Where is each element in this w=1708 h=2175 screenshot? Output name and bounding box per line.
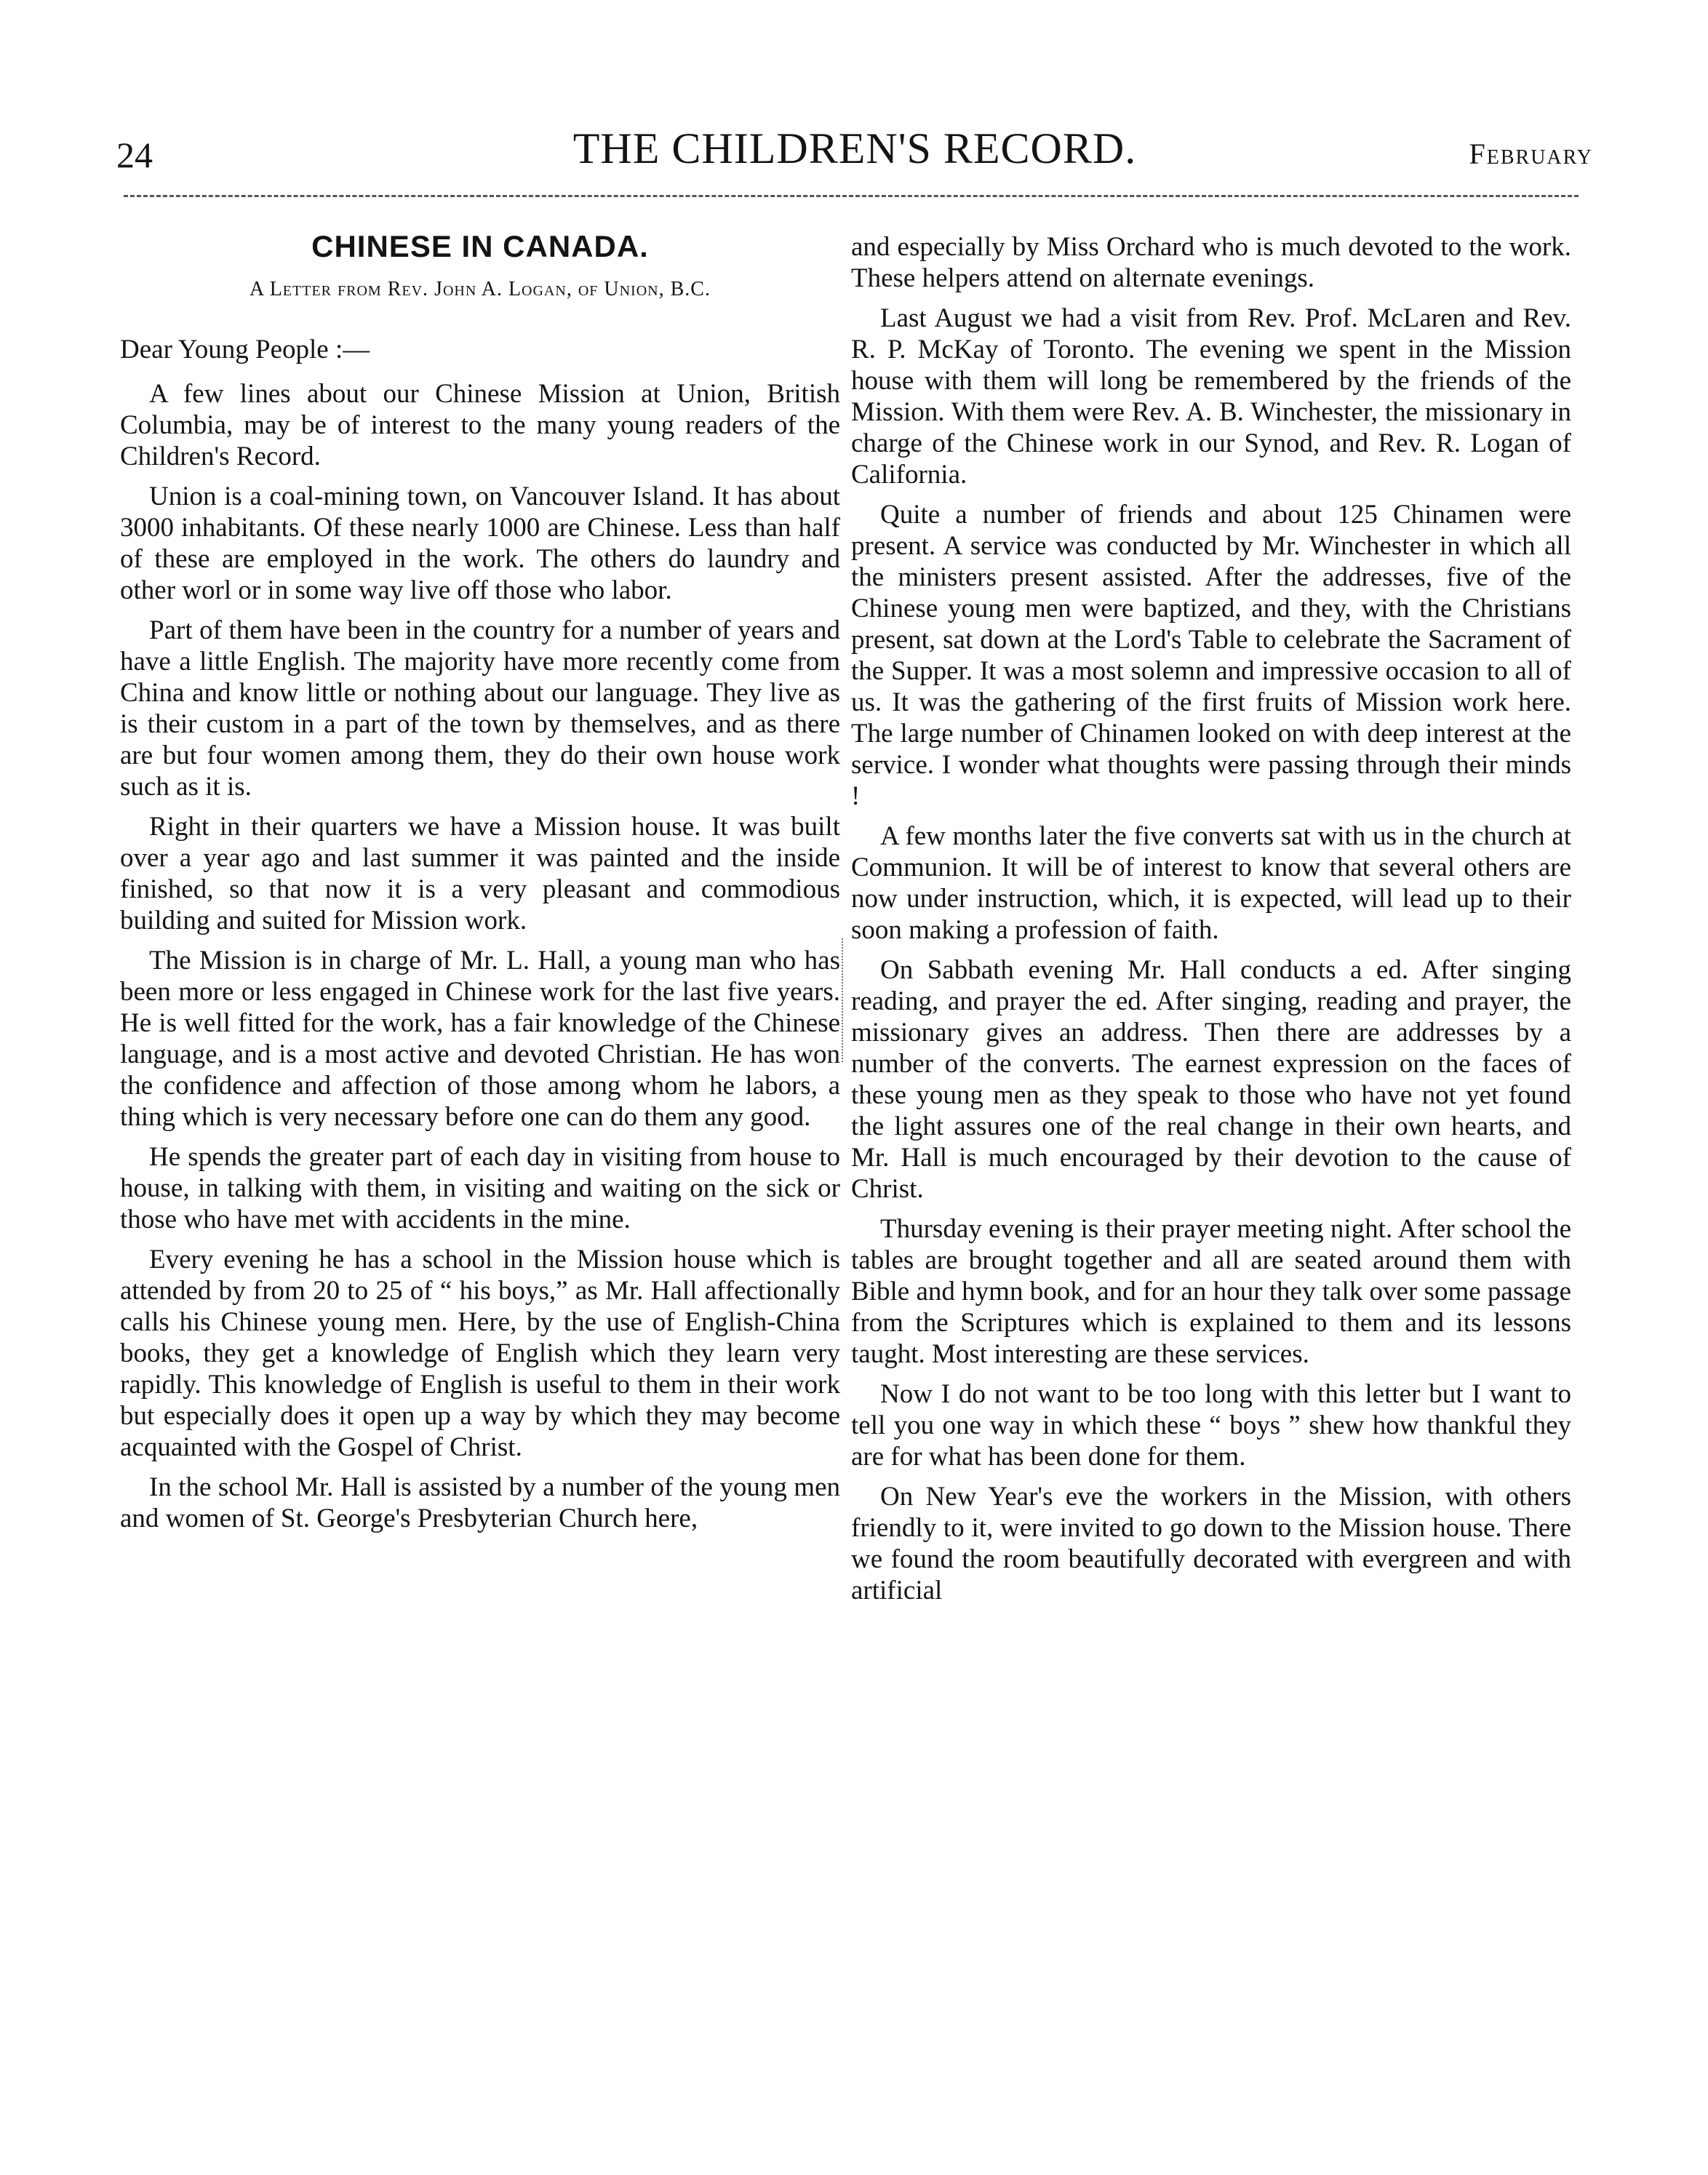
paragraph: Last August we had a visit from Rev. Prof. McLaren and Rev. R. P. McKay of Toronto. The evening we spent in the Mission house with them will long be remembered by the friends of the Mission. With them were Rev. A. B. Winchester, the missionary in charge of the Chinese work in our Synod, and Rev. R. Logan of California. xyxy=(851,303,1571,490)
paragraph: In the school Mr. Hall is assisted by a number of the young men and women of St. George's Presbyterian Church here, xyxy=(120,1472,840,1533)
article-byline: A Letter from Rev. John A. Logan, of Union, B.C. xyxy=(250,278,711,300)
right-column xyxy=(851,231,1571,1615)
paragraph: Thursday evening is their prayer meeting night. After school the tables are brought together and all are seated around them with Bible and hymn book, and for an hour they talk over some passage from the Scriptures which is explained to them and its lessons taught. Most interesting are these services. xyxy=(851,1214,1571,1369)
header-rule xyxy=(124,195,1579,197)
paragraph: Now I do not want to be too long with this letter but I want to tell you one way in which these “ boys ” shew how thankful they are for what has been done for them. xyxy=(851,1379,1571,1472)
article-title: CHINESE IN CANADA. xyxy=(311,229,649,263)
paragraph: Every evening he has a school in the Mission house which is attended by from 20 to 25 of “ his boys,” as Mr. Hall affectionally calls his Chinese young men. Here, by the use of English-China books, they get a knowledge of English which they learn very rapidly. This knowledge of English is useful to them in their work but especially does it open up a way by which they may become acquainted with the Gospel of Christ. xyxy=(120,1245,840,1462)
page-number: 24 xyxy=(116,135,153,175)
paragraph: Quite a number of friends and about 125 Chinamen were present. A service was conducted by Mr. Winchester in which all the ministers present assisted. After the addresses, five of the Chinese young men were baptized, and they, with the Christians present, sat down at the Lord's Table to celebrate the Sacrament of the Supper. It was a most solemn and impressive occasion to all of us. It was the gathering of the first fruits of Mission work here. The large number of Chinamen looked on with deep interest at the service. I wonder what thoughts were passing through their minds ! xyxy=(851,500,1571,811)
column-divider xyxy=(842,938,843,1062)
page-header xyxy=(116,124,1593,189)
paragraph: and especially by Miss Orchard who is much devoted to the work. These helpers attend on alternate evenings. xyxy=(851,232,1571,293)
paragraph: A few lines about our Chinese Mission at Union, British Columbia, may be of interest to the many young readers of the Children's Record. xyxy=(120,379,840,471)
issue-month: February xyxy=(1469,137,1593,170)
left-column xyxy=(120,222,840,1543)
paragraph: A few months later the five converts sat with us in the church at Communion. It will be of interest to know that several others are now under instruction, which, it is expected, will lead up to their soon making a profession of faith. xyxy=(851,821,1571,945)
paragraph: Right in their quarters we have a Mission house. It was built over a year ago and last summer it was painted and the inside finished, so that now it is a very pleasant and commodious building and suited for Mission work. xyxy=(120,812,840,935)
salutation: Dear Young People :— xyxy=(120,335,370,364)
paragraph: The Mission is in charge of Mr. L. Hall, a young man who has been more or less engaged in Chinese work for the last five years. He is well fitted for the work, has a fair knowledge of the Chinese language, and is a most active and devoted Christian. He has won the confidence and affection of those among whom he labors, a thing which is very necessary before one can do them any good. xyxy=(120,946,840,1132)
paragraph: He spends the greater part of each day in visiting from house to house, in talking with them, in visiting and waiting on the sick or those who have met with accidents in the mine. xyxy=(120,1142,840,1234)
paragraph: Union is a coal-mining town, on Vancouver Island. It has about 3000 inhabitants. Of these nearly 1000 are Chinese. Less than half of these are employed in the work. The others do laundry and other worl or in some way live off those who labor. xyxy=(120,482,840,605)
paragraph: On Sabbath evening Mr. Hall conducts a ed. After singing reading, and prayer the ed. After singing, reading and prayer, the missionary gives an address. Then there are addresses by a number of the converts. The earnest expression on the faces of these young men as they speak to those who have not yet found the light assures one of the real change in their own hearts, and Mr. Hall is much encouraged by their devotion to the cause of Christ. xyxy=(851,955,1571,1204)
journal-title: THE CHILDREN'S RECORD. xyxy=(572,124,1137,172)
paragraph: On New Year's eve the workers in the Mission, with others friendly to it, were invited to go down to the Mission house. There we found the room beautifully decorated with evergreen and with artificial xyxy=(851,1482,1571,1605)
paragraph: Part of them have been in the country for a number of years and have a little English. The majority have more recently come from China and know little or nothing about our language. They live as is their custom in a part of the town by themselves, and as there are but four women among them, they do their own house work such as it is. xyxy=(120,615,840,802)
